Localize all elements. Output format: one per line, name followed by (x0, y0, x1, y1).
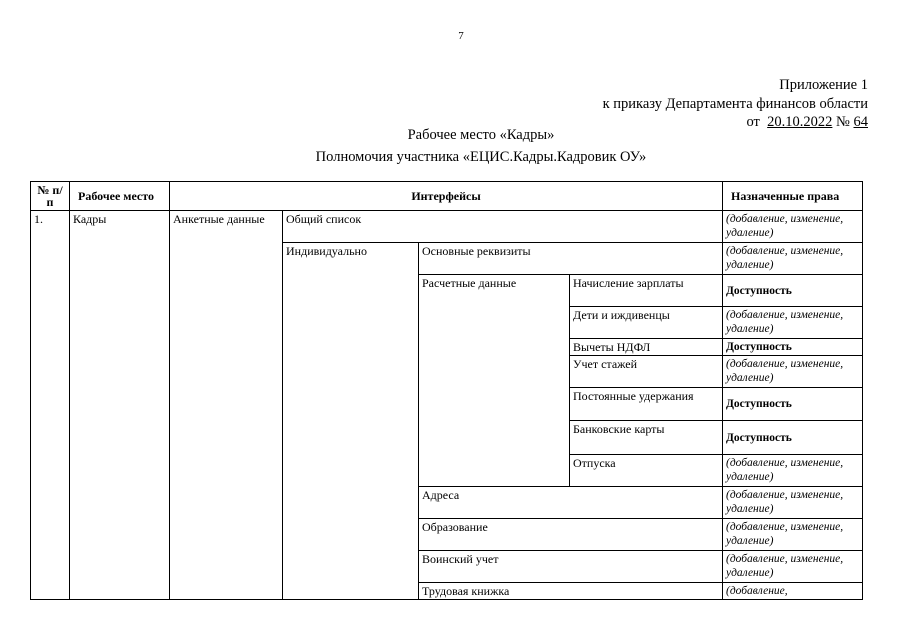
appendix-order: к приказу Департамента финансов области (602, 95, 868, 112)
header-rights: Назначенные права (723, 182, 863, 211)
table-row (31, 211, 863, 243)
rights-children: (добавление, изменение, удаление) (723, 307, 863, 339)
deductions-cell: Постоянные удержания (570, 388, 723, 421)
vacations-cell: Отпуска (570, 455, 723, 487)
rights-salary: Доступность (723, 275, 863, 307)
ndfl-cell: Вычеты НДФЛ (570, 339, 723, 356)
date-prefix: от (746, 114, 760, 130)
workbook-cell: Трудовая книжка (419, 583, 723, 600)
page-number: 7 (458, 30, 464, 42)
rights-deductions: Доступность (723, 388, 863, 421)
education-cell: Образование (419, 519, 723, 551)
individual-cell: Индивидуально (283, 243, 419, 600)
number-prefix: № (836, 114, 850, 130)
section-cell: Анкетные данные (170, 211, 283, 600)
general-list-cell: Общий список (283, 211, 723, 243)
order-date: 20.10.2022 (767, 114, 833, 130)
military-cell: Воинский учет (419, 551, 723, 583)
salary-cell: Начисление зарплаты (570, 275, 723, 307)
header-num: № п/п (31, 182, 70, 211)
rights-general-list: (добавление, изменение, удаление) (723, 211, 863, 243)
appendix-title: Приложение 1 (779, 77, 868, 93)
rights-military: (добавление, изменение, удаление) (723, 551, 863, 583)
rights-tenure: (добавление, изменение, удаление) (723, 356, 863, 388)
rights-vacations: (добавление, изменение, удаление) (723, 455, 863, 487)
tenure-cell: Учет стажей (570, 356, 723, 388)
workplace-title: Рабочее место «Кадры» (407, 127, 555, 143)
rights-education: (добавление, изменение, удаление) (723, 519, 863, 551)
rights-workbook: (добавление, (723, 583, 863, 600)
appendix-block (603, 76, 868, 132)
rights-basic-requisites: (добавление, изменение, удаление) (723, 243, 863, 275)
rights-table (30, 181, 863, 600)
header-interfaces: Интерфейсы (170, 182, 723, 211)
participant-title: Полномочия участника «ЕЦИС.Кадры.Кадровик ОУ» (315, 149, 647, 165)
addresses-cell: Адреса (419, 487, 723, 519)
children-cell: Дети и иждивенцы (570, 307, 723, 339)
workplace-cell: Кадры (70, 211, 170, 600)
row-number: 1. (31, 211, 70, 600)
basic-requisites-cell: Основные реквизиты (419, 243, 723, 275)
rights-ndfl: Доступность (723, 339, 863, 356)
order-number: 64 (853, 114, 868, 130)
rights-bank-cards: Доступность (723, 421, 863, 455)
table-header-row (31, 182, 863, 211)
calc-data-cell: Расчетные данные (419, 275, 570, 487)
rights-addresses: (добавление, изменение, удаление) (723, 487, 863, 519)
header-workplace: Рабочее место (70, 182, 170, 211)
bank-cards-cell: Банковские карты (570, 421, 723, 455)
